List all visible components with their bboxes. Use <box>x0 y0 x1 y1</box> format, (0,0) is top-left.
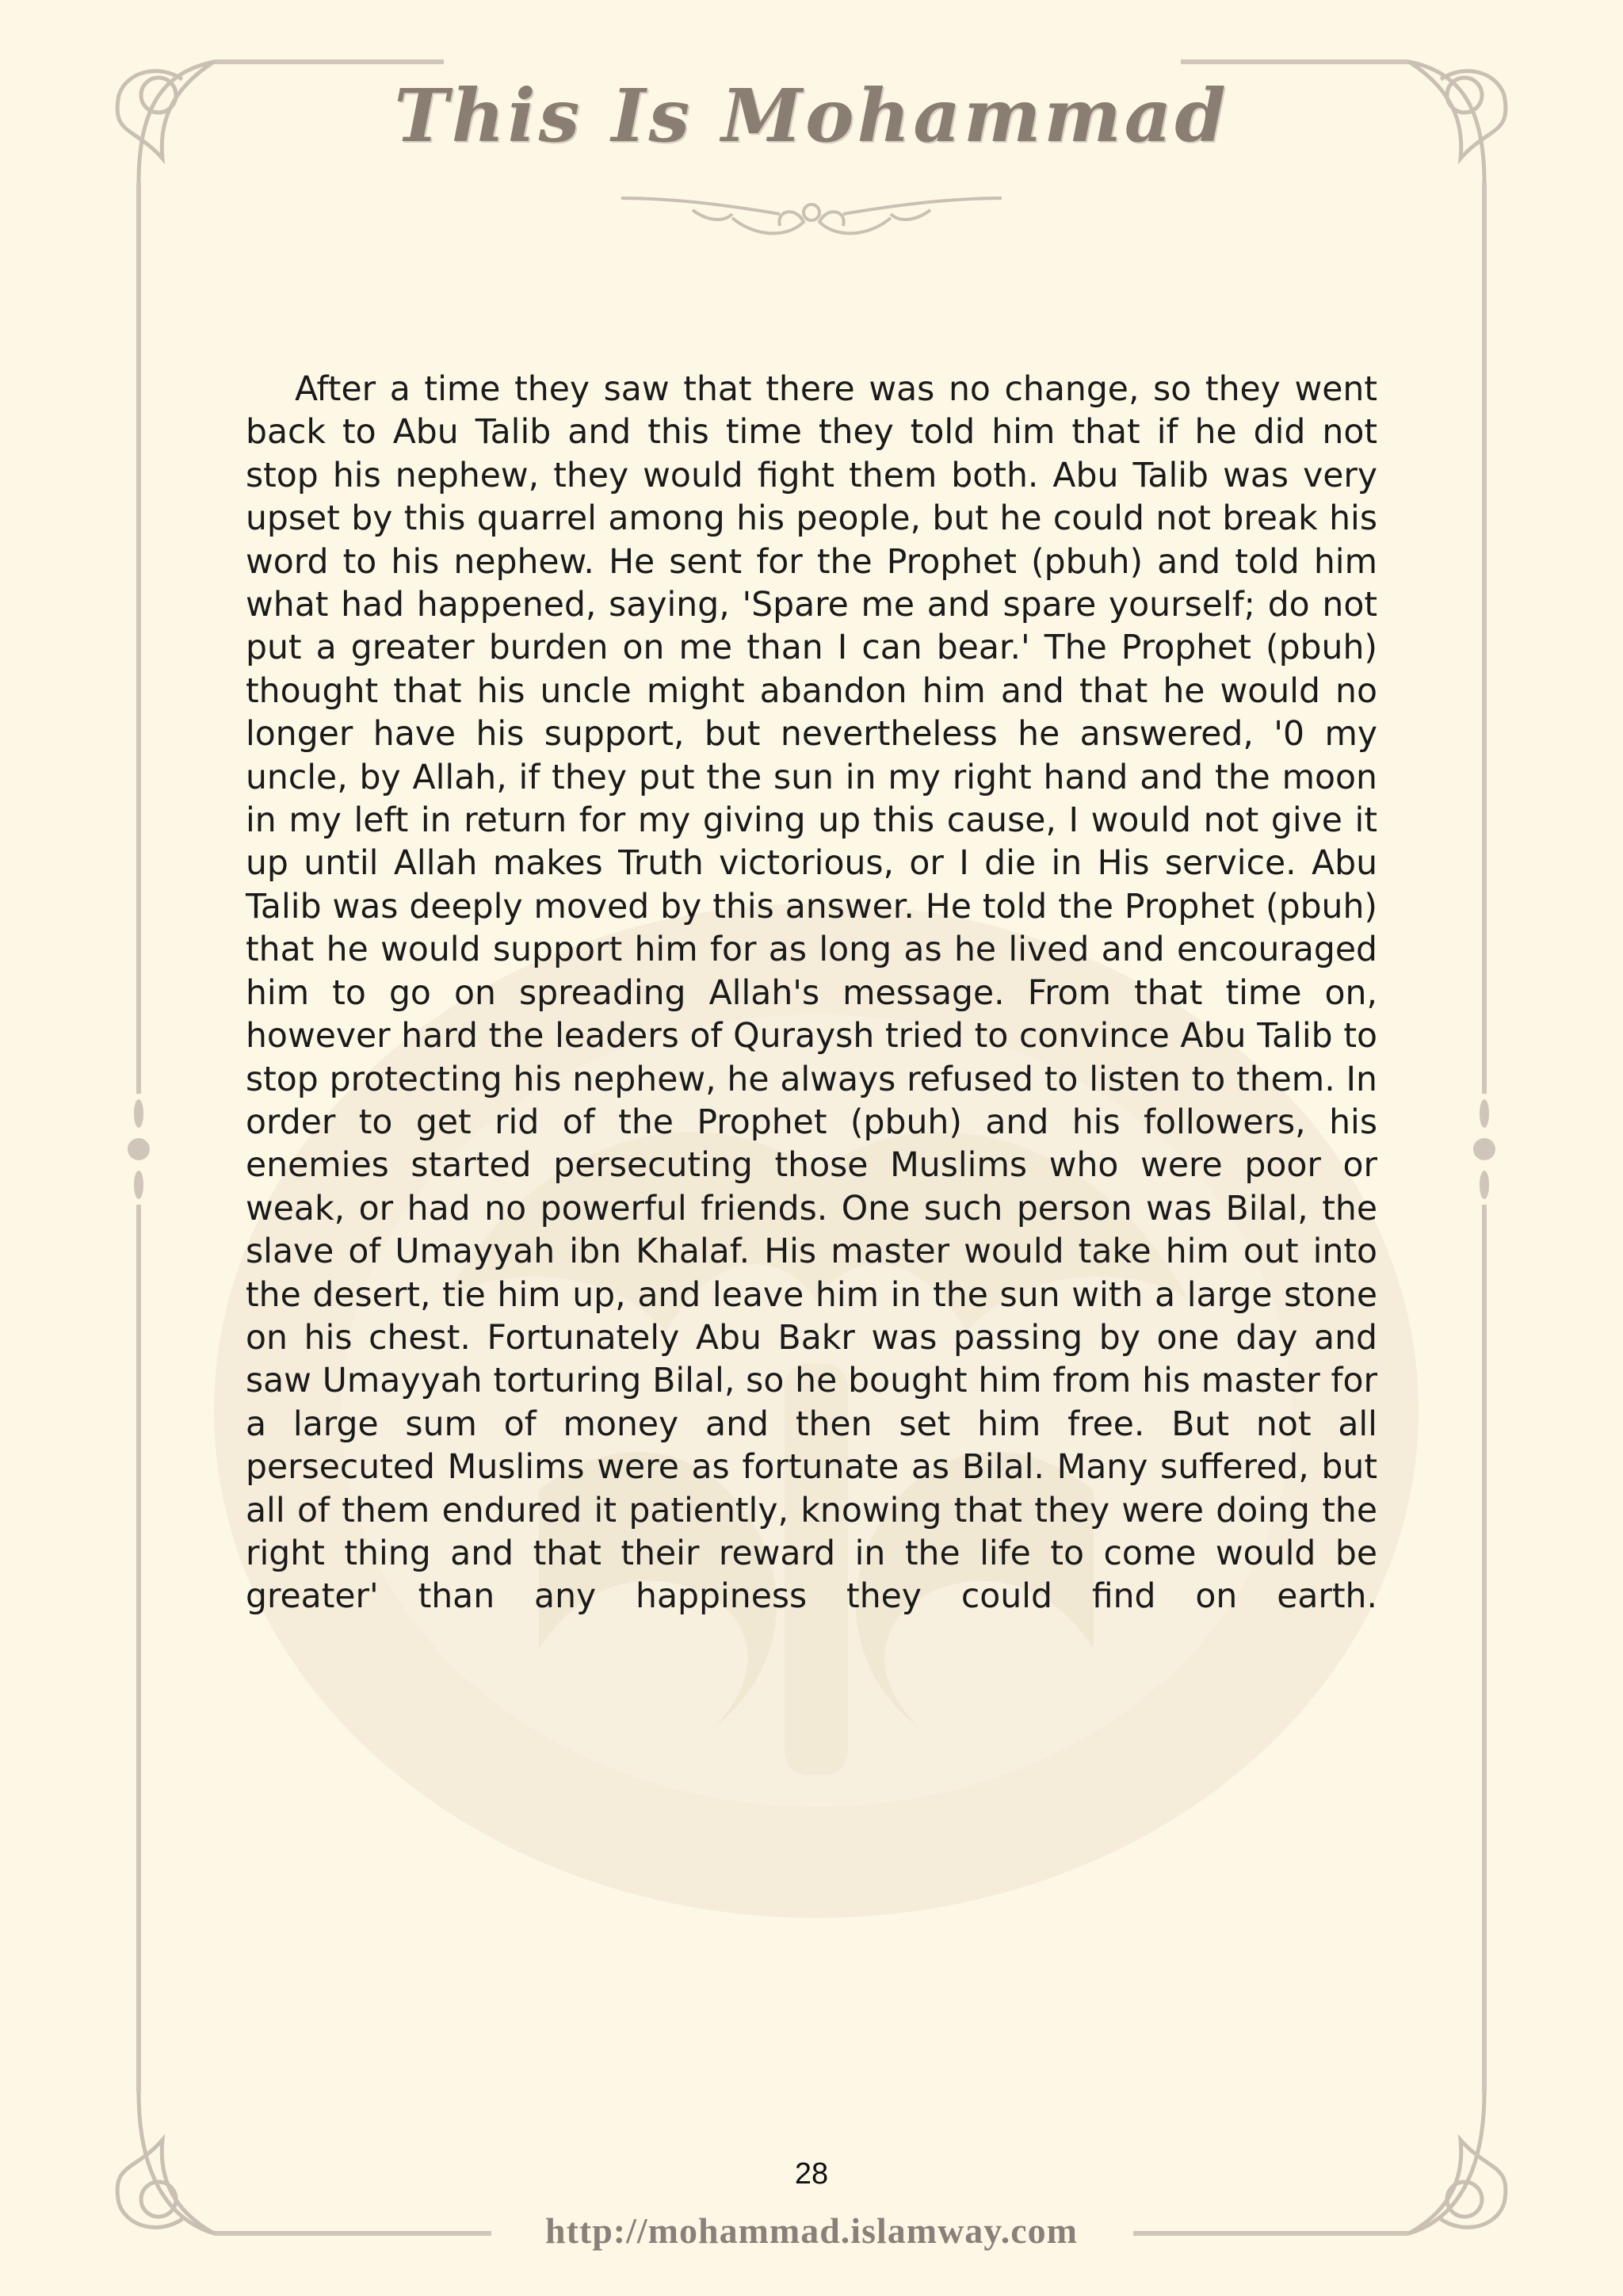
book-title-header: This Is Mohammad <box>394 73 1229 159</box>
page-number: 28 <box>794 2157 829 2191</box>
footer-website-url: http://mohammad.islamway.com <box>545 2210 1078 2251</box>
body-paragraph: After a time they saw that there was no change, so they went back to Abu Talib and this time they told him that if he did not stop his nephew, they would fight them both. Abu Talib was very upset by this quarrel among his people, but he could not break his word to his nephew. He sent for the Prophet (pbuh) and told him what had happened, saying, 'Spare me and spare yourself; do not put a greater burden on me than I can bear.' The Prophet (pbuh) thought that his uncle might abandon him and that he would no longer have his support, but nevertheless he answered, '0 my uncle, by Allah, if they put the sun in my right hand and the moon in my left in return for my giving up this cause, I would not give it up until Allah makes Truth victorious, or I die in His service. Abu Talib was deeply moved by this answer. He told the Prophet (pbuh) that he would support him for as long as he lived and encouraged him to go on spreading Allah's message. From that time on, however hard the leaders of Quraysh tried to convince Abu Talib to stop protecting his nephew, he always refused to listen to them. In order to get rid of the Prophet (pbuh) and his followers, his enemies started persecuting those Muslims who were poor or weak, or had no powerful friends. One such person was Bilal, the slave of Umayyah ibn Khalaf. His master would take him out into the desert, tie him up, and leave him in the sun with a large stone on his chest. Fortunately Abu Bakr was passing by one day and saw Umayyah torturing Bilal, so he bought him from his master for a large sum of money and then set him free. But not all persecuted Muslims were as fortunate as Bilal. Many suffered, but all of them endured it patiently, knowing that they were doing the right thing and that their reward in the life to come would be greater' than any happiness they could find on earth. <box>246 370 1377 1617</box>
title-flourish-ornament <box>613 182 1010 246</box>
